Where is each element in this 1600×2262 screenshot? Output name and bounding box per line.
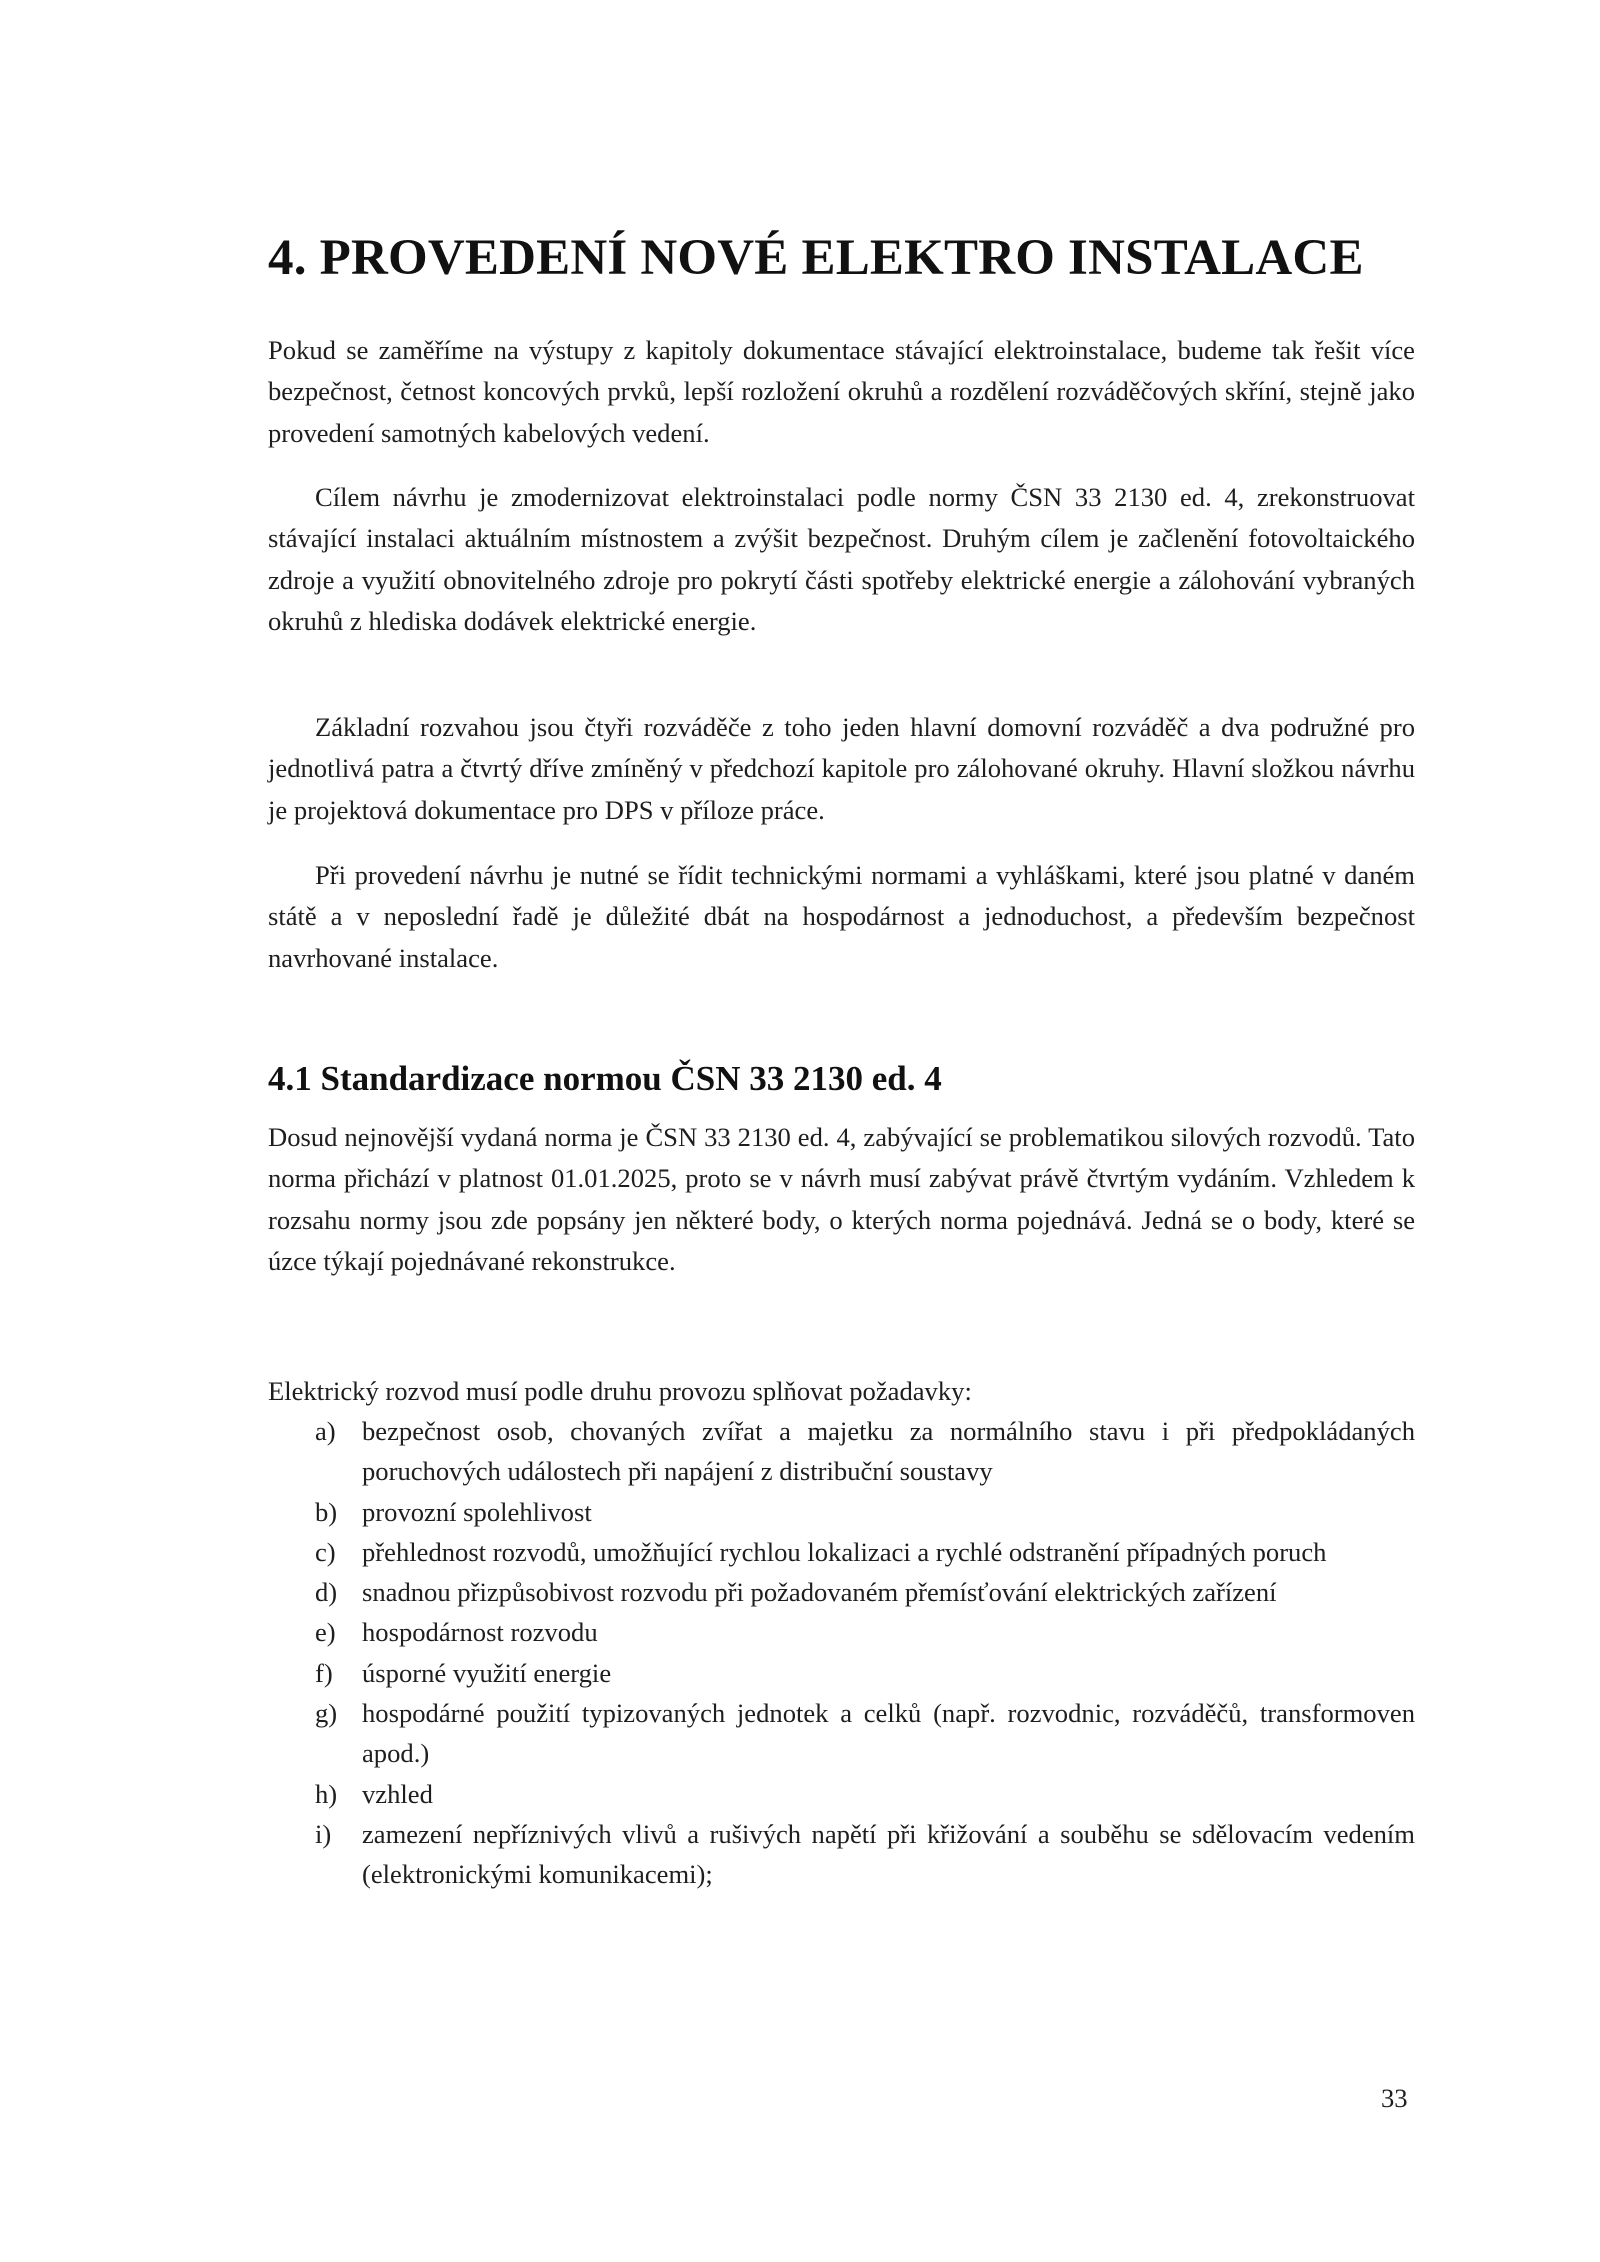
distribution-boards-paragraph: Základní rozvahou jsou čtyři rozváděče z toho jeden hlavní domovní rozváděč a dva podružné pro jednotlivá patra a čtvrtý dříve zmíněný v předchozí kapitole pro zálohované okruhy. Hlavní složkou návrhu je projektová dokumentace pro DPS v příloze práce. [268, 712, 1415, 825]
list-item [268, 1612, 1415, 1652]
list-item [268, 1572, 1415, 1612]
list-marker: g) [315, 1698, 338, 1729]
page-number: 33 [1381, 2083, 1408, 2113]
list-marker: c) [315, 1536, 336, 1567]
intro-paragraph: Pokud se zaměříme na výstupy z kapitoly dokumentace stávající elektroinstalace, budeme tak řešit více bezpečnost, četnost koncových prvků, lepší rozložení okruhů a rozdělení rozváděčových skříní, stejně jako provedení samotných kabelových vedení. [268, 335, 1415, 448]
list-item-text: zamezení nepříznivých vlivů a rušivých napětí při křižování a souběhu se sdělovacím vedením (elektronickými komunikacemi); [362, 1818, 1415, 1890]
list-intro: Elektrický rozvod musí podle druhu provozu splňovat požadavky: [268, 1376, 972, 1406]
list-marker: i) [315, 1818, 332, 1849]
standards-paragraph: Při provedení návrhu je nutné se řídit technickými normami a vyhláškami, které jsou platné v daném státě a v neposlední řadě je důležité dbát na hospodárnost a jednoduchost, a především bezpečnost navrhované instalace. [268, 860, 1415, 973]
list-marker: h) [315, 1778, 338, 1809]
list-marker: f) [315, 1657, 333, 1688]
list-item-text: provozní spolehlivost [362, 1496, 592, 1527]
list-item [268, 1411, 1415, 1492]
list-item [268, 1774, 1415, 1814]
section-title: 4.1 Standardizace normou ČSN 33 2130 ed. 4 [268, 1059, 942, 1098]
list-item-text: hospodárnost rozvodu [362, 1617, 598, 1648]
list-item-text: přehlednost rozvodů, umožňující rychlou lokalizaci a rychlé odstranění případných poruch [362, 1536, 1327, 1567]
list-item [268, 1653, 1415, 1693]
list-item-text: hospodárné použití typizovaných jednotek a celků (např. rozvodnic, rozváděčů, transformoven apod.) [362, 1698, 1415, 1769]
list-item-text: úsporné využití energie [362, 1657, 612, 1688]
section-paragraph: Dosud nejnovější vydaná norma je ČSN 33 2130 ed. 4, zabývající se problematikou silových rozvodů. Tato norma přichází v platnost 01.01.2025, proto se v návrh musí zabývat právě čtvrtým vydáním. Vzhledem k rozsahu normy jsou zde popsány jen některé body, o kterých norma pojednává. Jedná se o body, které se úzce týkají pojednávané rekonstrukce. [268, 1122, 1415, 1276]
requirements-list [268, 1411, 1415, 1895]
list-item [268, 1693, 1415, 1774]
list-item-text: snadnou přizpůsobivost rozvodu při požadovaném přemísťování elektrických zařízení [362, 1577, 1277, 1608]
chapter-title: 4. PROVEDENÍ NOVÉ ELEKTRO INSTALACE [268, 230, 1364, 286]
list-item-text: bezpečnost osob, chovaných zvířat a majetku za normálního stavu i při předpokládaných poruchových událostech při napájení z distribuční soustavy [362, 1416, 1415, 1487]
list-item [268, 1532, 1415, 1572]
goals-paragraph: Cílem návrhu je zmodernizovat elektroinstalaci podle normy ČSN 33 2130 ed. 4, zrekonstruovat stávající instalaci aktuálním místnostem a zvýšit bezpečnost. Druhým cílem je začlenění fotovoltaického zdroje a využití obnovitelného zdroje pro pokrytí části spotřeby elektrické energie a zálohování vybraných okruhů z hlediska dodávek elektrické energie. [268, 482, 1415, 636]
list-item-text: vzhled [362, 1778, 433, 1809]
list-item [268, 1492, 1415, 1532]
list-item [268, 1814, 1415, 1895]
list-marker: d) [315, 1577, 338, 1608]
list-marker: a) [315, 1416, 336, 1446]
list-marker: b) [315, 1496, 338, 1527]
list-marker: e) [315, 1617, 336, 1648]
